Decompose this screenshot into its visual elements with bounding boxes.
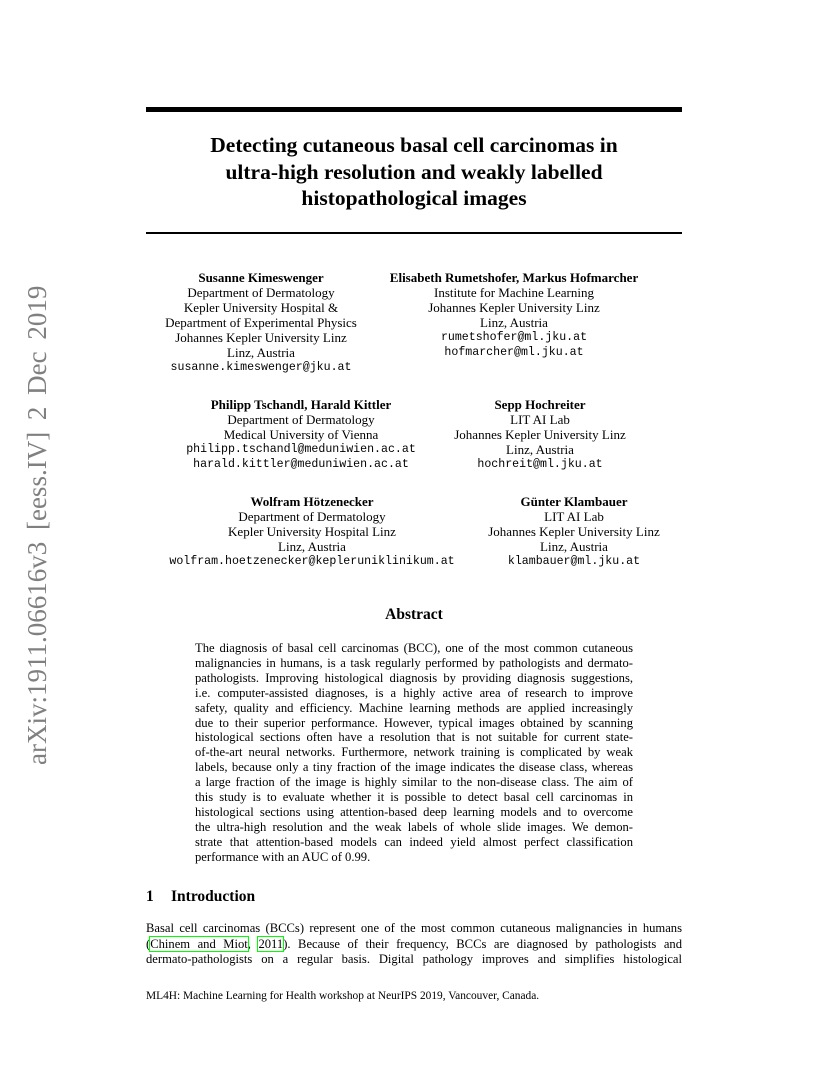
author-affiliation-line: Linz, Austria bbox=[227, 345, 295, 360]
title-line: ultra-high resolution and weakly labelled bbox=[225, 159, 603, 184]
author-email: harald.kittler@meduniwien.ac.at bbox=[193, 458, 409, 471]
abstract-line: safety, quality and efficiency. Machine learning methods are applied increasingly bbox=[195, 700, 633, 715]
section-heading-introduction bbox=[146, 888, 255, 906]
abstract-line: pathologists. Improving histological diagnosis by providing diagnosis suggestions, bbox=[195, 670, 633, 685]
introduction-body bbox=[146, 921, 682, 968]
author-affiliation-line: Johannes Kepler University Linz bbox=[175, 330, 347, 345]
title-line: histopathological images bbox=[301, 186, 527, 210]
author-affiliation-line: Johannes Kepler University Linz bbox=[454, 427, 626, 442]
author-affiliation-line: Institute for Machine Learning bbox=[434, 285, 594, 300]
paren-open: ( bbox=[146, 936, 151, 951]
author-affiliation-line: Department of Dermatology bbox=[187, 285, 335, 300]
intro-line: Basal cell carcinomas (BCCs) represent one of the most common cutaneous malignancies in humans bbox=[146, 921, 682, 935]
author-email: klambauer@ml.jku.at bbox=[507, 555, 641, 568]
author-name: Sepp Hochreiter bbox=[494, 397, 586, 412]
title-line: Detecting cutaneous basal cell carcinomas in bbox=[210, 133, 618, 157]
abstract-line: labels, because only a tiny fraction of the image indicates the disease class, whereas bbox=[195, 760, 633, 775]
author-name: Philipp Tschandl, Harald Kittler bbox=[210, 397, 392, 412]
section-number: 1 bbox=[146, 888, 154, 905]
author-name: Günter Klambauer bbox=[520, 494, 628, 509]
author-affiliation-line: Department of Dermatology bbox=[238, 509, 386, 524]
abstract-line: of-the-art neural networks. Furthermore, network training is complicated by weak bbox=[195, 745, 633, 760]
paper-title bbox=[146, 132, 682, 212]
author-affiliation-line: LIT AI Lab bbox=[544, 509, 604, 524]
abstract-body bbox=[195, 641, 633, 865]
venue-footnote: ML4H: Machine Learning for Health workshop at NeurIPS 2019, Vancouver, Canada. bbox=[146, 990, 540, 1002]
author-name: Susanne Kimeswenger bbox=[198, 270, 324, 285]
author-block-hoetzenecker bbox=[158, 494, 466, 569]
author-email: hofmarcher@ml.jku.at bbox=[444, 346, 584, 359]
abstract-line: histological sections using attention-based deep learning models and to overcome bbox=[195, 804, 633, 819]
author-affiliation-line: Linz, Austria bbox=[480, 315, 548, 330]
abstract-line: malignancies in humans, is a task regularly performed by pathologists and dermato- bbox=[195, 655, 633, 670]
author-affiliation-line: Linz, Austria bbox=[540, 539, 608, 554]
author-email: susanne.kimeswenger@jku.at bbox=[170, 361, 352, 374]
arxiv-identifier-stamp: arXiv:1911.06616v3 [eess.IV] 2 Dec 2019 bbox=[22, 285, 52, 765]
author-name: Wolfram Hötzenecker bbox=[250, 494, 374, 509]
author-block-rumetshofer-hofmarcher bbox=[376, 270, 652, 360]
abstract-line: histological sections often have a resolution that is not suitable for current state- bbox=[195, 730, 633, 745]
citation-separator: , bbox=[247, 936, 259, 951]
author-block-tschandl-kittler bbox=[172, 397, 430, 472]
abstract-line: a large fraction of the image is highly similar to the non-disease class. The aim of bbox=[195, 775, 633, 790]
author-name: Elisabeth Rumetshofer, Markus Hofmarcher bbox=[389, 270, 639, 285]
author-affiliation-line: Johannes Kepler University Linz bbox=[428, 300, 600, 315]
author-block-hochreiter bbox=[452, 397, 628, 472]
author-affiliation-line: Kepler University Hospital & bbox=[183, 300, 339, 315]
intro-line-rest: ). Because of their frequency, BCCs are diagnosed by pathologists and bbox=[283, 936, 683, 951]
author-affiliation-line: LIT AI Lab bbox=[510, 412, 570, 427]
author-affiliation-line: Linz, Austria bbox=[506, 442, 574, 457]
author-affiliation-line: Medical University of Vienna bbox=[223, 427, 379, 442]
abstract-line: the ultra-high resolution and the weak labels of whole slide images. We demon- bbox=[195, 819, 633, 834]
citation-link-year[interactable]: 2011 bbox=[258, 936, 284, 951]
abstract-line: due to their superior performance. However, typical images obtained by scanning bbox=[195, 715, 633, 730]
author-affiliation-line: Department of Dermatology bbox=[227, 412, 375, 427]
title-top-rule bbox=[146, 107, 682, 112]
author-affiliation-line: Department of Experimental Physics bbox=[165, 315, 357, 330]
abstract-line: strate that attention-based models can indeed yield almost perfect classification bbox=[195, 834, 633, 849]
section-title: Introduction bbox=[171, 888, 256, 905]
author-affiliation-line: Linz, Austria bbox=[278, 539, 346, 554]
abstract-line: i.e. computer-assisted diagnoses, is a highly active area of research to improve bbox=[195, 685, 633, 700]
author-block-klambauer bbox=[476, 494, 672, 569]
author-affiliation-line: Johannes Kepler University Linz bbox=[488, 524, 660, 539]
intro-line bbox=[146, 937, 682, 953]
author-email: philipp.tschandl@meduniwien.ac.at bbox=[186, 443, 416, 456]
abstract-line: The diagnosis of basal cell carcinomas (BCC), one of the most common cutaneous bbox=[195, 641, 633, 655]
abstract-line: this study is to evaluate whether it is possible to detect basal cell carcinomas in bbox=[195, 790, 633, 805]
author-email: wolfram.hoetzenecker@kepleruniklinikum.at bbox=[169, 555, 455, 568]
author-email: hochreit@ml.jku.at bbox=[477, 458, 603, 471]
citation-link-author[interactable]: Chinem and Miot bbox=[150, 936, 248, 951]
author-email: rumetshofer@ml.jku.at bbox=[440, 331, 588, 344]
abstract-heading: Abstract bbox=[385, 606, 443, 623]
author-block-kimeswenger bbox=[152, 270, 370, 375]
intro-line: dermato-pathologists on a regular basis. Digital pathology improves and simplifies histological bbox=[146, 952, 682, 966]
abstract-line: performance with an AUC of 0.99. bbox=[195, 849, 371, 864]
author-affiliation-line: Kepler University Hospital Linz bbox=[228, 524, 396, 539]
title-bottom-rule bbox=[146, 232, 682, 234]
